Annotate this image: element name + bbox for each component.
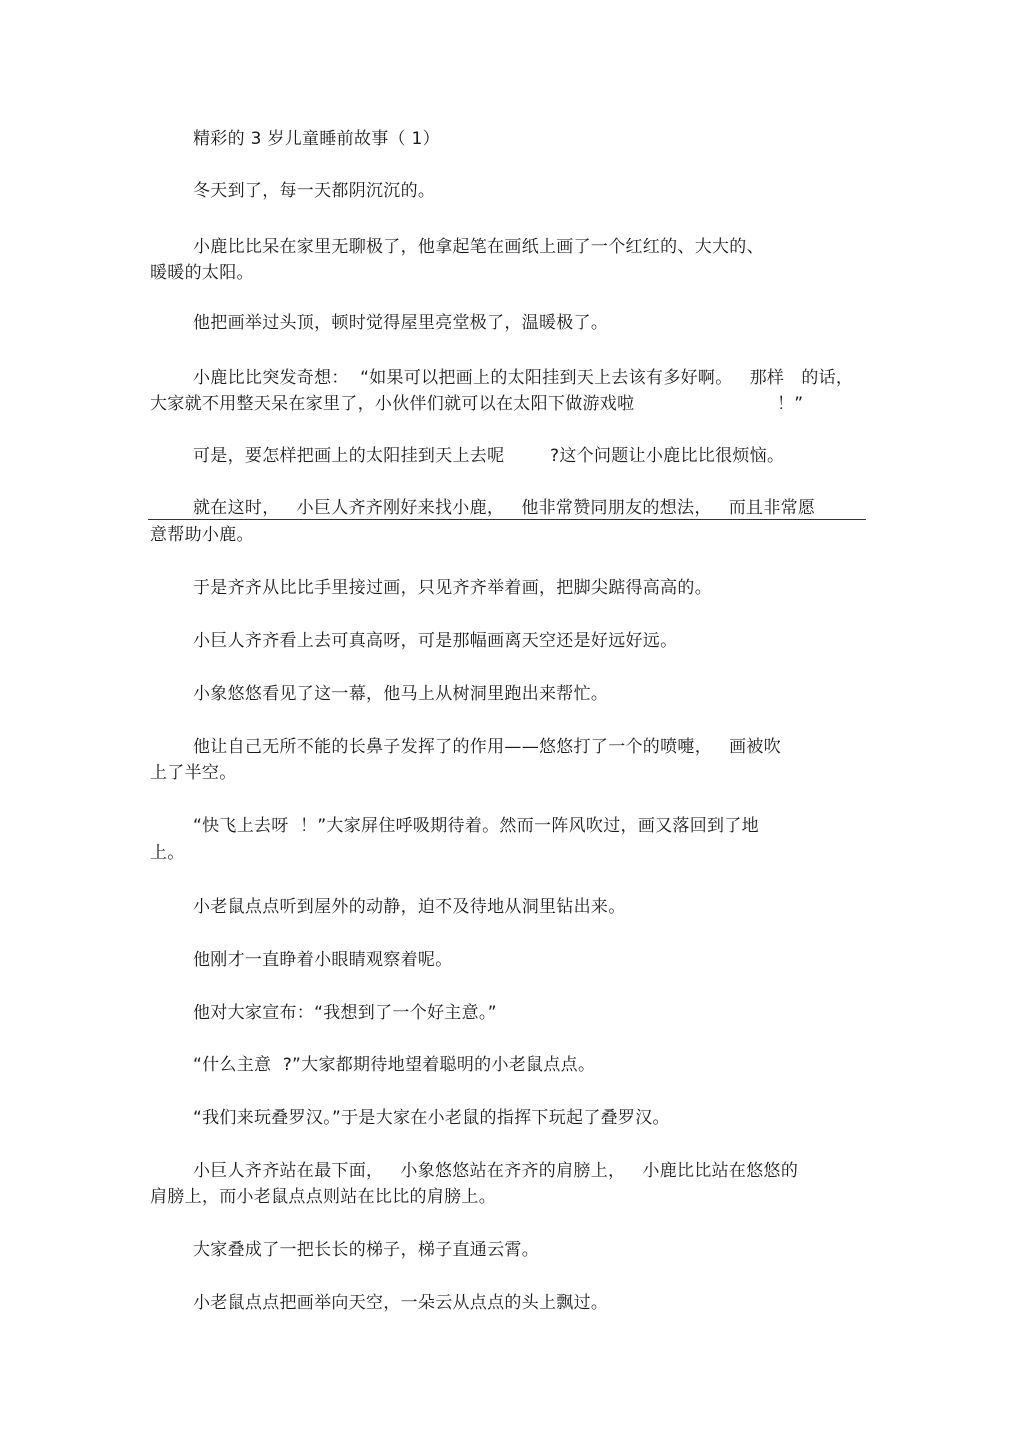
paragraph-line: 肩膀上，而小老鼠点点则站在比比的肩膀上。: [150, 1187, 496, 1207]
paragraph-line: 意帮助小鹿。: [150, 525, 254, 545]
document-title: 精彩的 3 岁儿童睡前故事（ 1）: [193, 129, 440, 149]
paragraph-line: 小老鼠点点把画举向天空，一朵云从点点的头上飘过。: [193, 1293, 609, 1313]
paragraph-line: 于是齐齐从比比手里接过画，只见齐齐举着画，把脚尖踮得高高的。: [193, 578, 712, 598]
paragraph-line: 上。: [150, 843, 185, 863]
paragraph-line: 可是，要怎样把画上的太阳挂到天上去呢 ?这个问题让小鹿比比很烦恼。: [193, 446, 785, 466]
paragraph-line: 冬天到了，每一天都阴沉沉的。: [193, 181, 436, 201]
paragraph-line: 大家叠成了一把长长的梯子，梯子直通云霄。: [193, 1240, 539, 1260]
paragraph-line: 他对大家宣布：“我想到了一个好主意。”: [193, 1003, 497, 1023]
paragraph-line: 大家就不用整天呆在家里了，小伙伴们就可以在太阳下做游戏啦 ！”: [150, 394, 804, 414]
paragraph-line: “快飞上去呀 ！”大家屏住呼吸期待着。然而一阵风吹过，画又落回到了地: [193, 816, 759, 836]
paragraph-line: 小象悠悠看见了这一幕，他马上从树洞里跑出来帮忙。: [193, 684, 609, 704]
paragraph-line: 他刚才一直睁着小眼睛观察着呢。: [193, 950, 453, 970]
paragraph-line: 暖暖的太阳。: [150, 263, 254, 283]
paragraph-line: 就在这时， 小巨人齐齐刚好来找小鹿， 他非常赞同朋友的想法， 而且非常愿: [193, 498, 816, 518]
paragraph-line: 小鹿比比呆在家里无聊极了，他拿起笔在画纸上画了一个红红的、大大的、: [193, 237, 764, 257]
paragraph-line: 他把画举过头顶，顿时觉得屋里亮堂极了，温暖极了。: [193, 313, 609, 333]
paragraph-line: 上了半空。: [150, 763, 237, 783]
underline-divider: [148, 519, 866, 520]
paragraph-line: 小鹿比比突发奇想： “如果可以把画上的太阳挂到天上去该有多好啊。 那样 的话，: [193, 368, 854, 388]
paragraph-line: “我们来玩叠罗汉。”于是大家在小老鼠的指挥下玩起了叠罗汉。: [193, 1108, 670, 1128]
paragraph-line: 他让自己无所不能的长鼻子发挥了的作用——悠悠打了一个的喷嚏， 画被吹: [193, 737, 782, 757]
paragraph-line: 小巨人齐齐看上去可真高呀，可是那幅画离天空还是好远好远。: [193, 631, 678, 651]
paragraph-line: “什么主意 ?”大家都期待地望着聪明的小老鼠点点。: [193, 1055, 596, 1075]
paragraph-line: 小巨人齐齐站在最下面， 小象悠悠站在齐齐的肩膀上， 小鹿比比站在悠悠的: [193, 1161, 799, 1181]
paragraph-line: 小老鼠点点听到屋外的动静，迫不及待地从洞里钻出来。: [193, 897, 626, 917]
